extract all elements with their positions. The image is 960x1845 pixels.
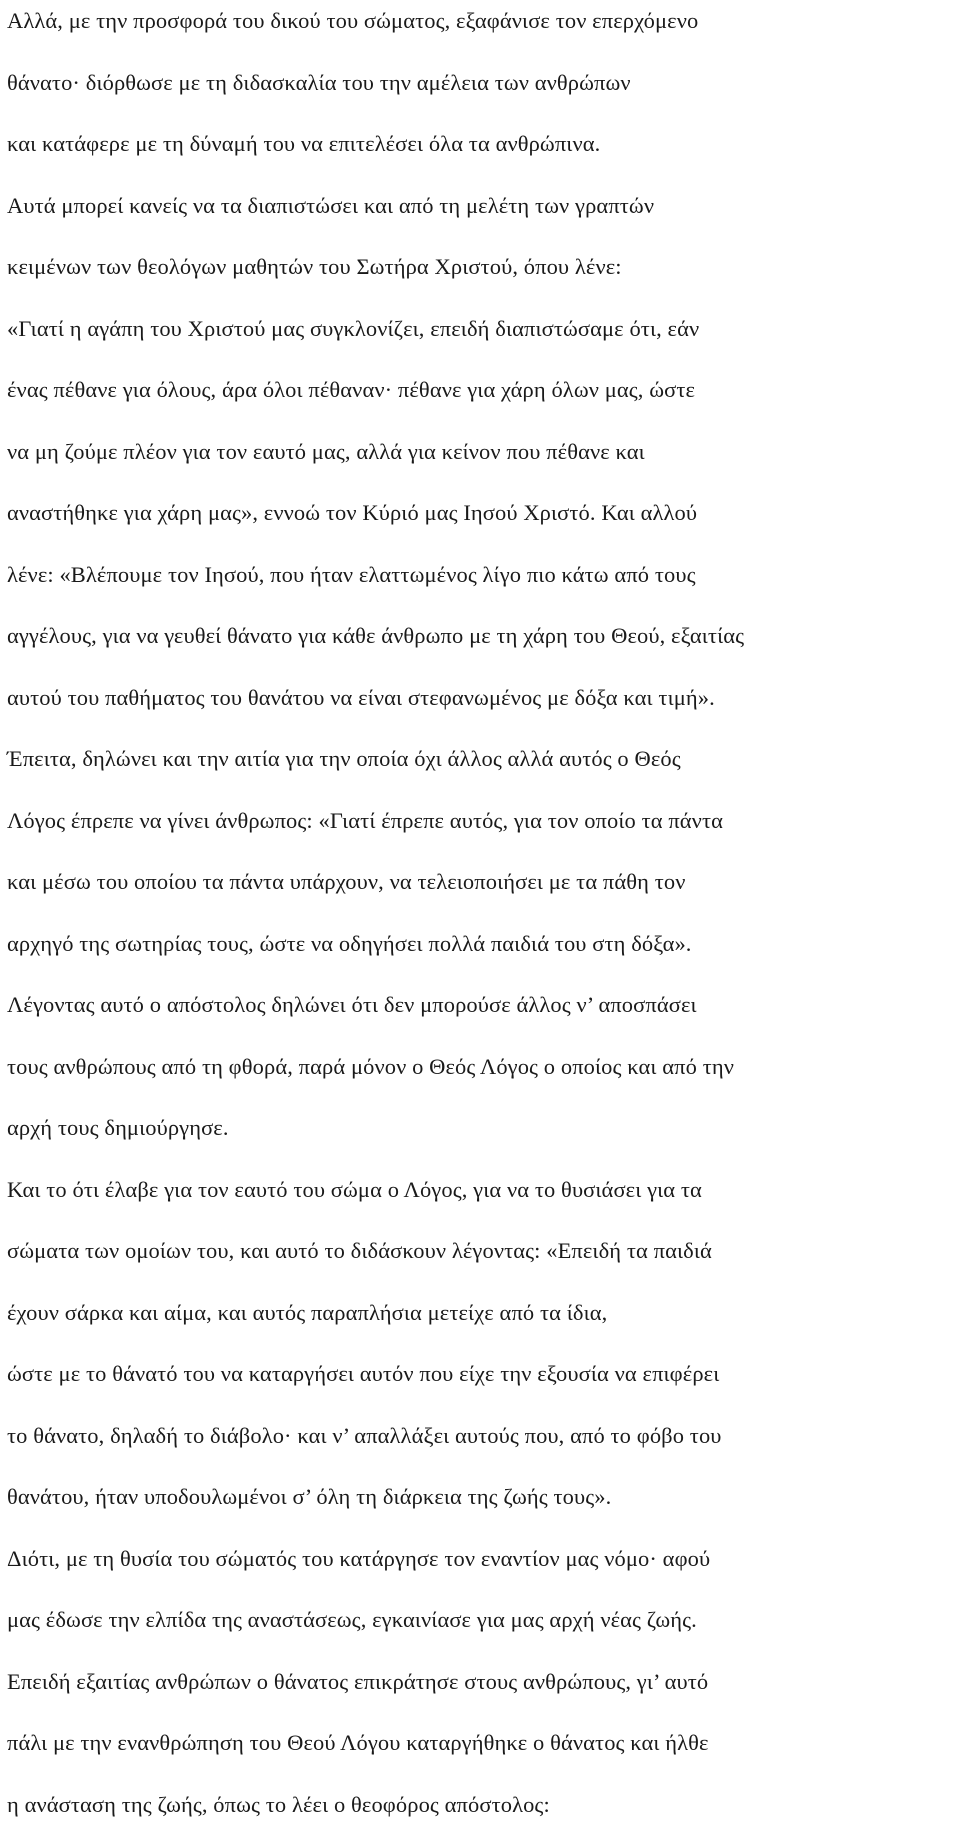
text-line: μας έδωσε την ελπίδα της αναστάσεως, εγκαινίασε για μας αρχή νέας ζωής. — [7, 1599, 957, 1661]
text-line: Και το ότι έλαβε για τον εαυτό του σώμα ο Λόγος, για να το θυσιάσει για τα — [7, 1169, 957, 1231]
text-line: Λόγος έπρεπε να γίνει άνθρωπος: «Γιατί έπρεπε αυτός, για τον οποίο τα πάντα — [7, 800, 957, 862]
text-line: θανάτου, ήταν υποδουλωμένοι σ’ όλη τη διάρκεια της ζωής τους». — [7, 1476, 957, 1538]
text-line: αυτού του παθήματος του θανάτου να είναι στεφανωμένος με δόξα και τιμή». — [7, 677, 957, 739]
text-line: η ανάσταση της ζωής, όπως το λέει ο θεοφόρος απόστολος: — [7, 1784, 957, 1845]
text-line: και κατάφερε με τη δύναμή του να επιτελέσει όλα τα ανθρώπινα. — [7, 123, 957, 185]
text-line: αρχή τους δημιούργησε. — [7, 1107, 957, 1169]
text-line: να μη ζούμε πλέον για τον εαυτό μας, αλλά για κείνον που πέθανε και — [7, 431, 957, 493]
text-line: έχουν σάρκα και αίμα, και αυτός παραπλήσια μετείχε από τα ίδια, — [7, 1292, 957, 1354]
text-line: τους ανθρώπους από τη φθορά, παρά μόνον ο Θεός Λόγος ο οποίος και από την — [7, 1046, 957, 1108]
text-line: Αλλά, με την προσφορά του δικού του σώματος, εξαφάνισε τον επερχόμενο — [7, 0, 957, 62]
text-line: Αυτά μπορεί κανείς να τα διαπιστώσει και από τη μελέτη των γραπτών — [7, 185, 957, 247]
text-line: ώστε με το θάνατό του να καταργήσει αυτόν που είχε την εξουσία να επιφέρει — [7, 1353, 957, 1415]
text-line: «Γιατί η αγάπη του Χριστού μας συγκλονίζει, επειδή διαπιστώσαμε ότι, εάν — [7, 308, 957, 370]
text-line: Έπειτα, δηλώνει και την αιτία για την οποία όχι άλλος αλλά αυτός ο Θεός — [7, 738, 957, 800]
text-line: αγγέλους, για να γευθεί θάνατο για κάθε άνθρωπο με τη χάρη του Θεού, εξαιτίας — [7, 615, 957, 677]
text-line: πάλι με την ενανθρώπηση του Θεού Λόγου καταργήθηκε ο θάνατος και ήλθε — [7, 1722, 957, 1784]
document-page — [7, 0, 957, 1845]
text-line: λένε: «Βλέπουμε τον Ιησού, που ήταν ελαττωμένος λίγο πιο κάτω από τους — [7, 554, 957, 616]
text-line: Διότι, με τη θυσία του σώματός του κατάργησε τον εναντίον μας νόμο· αφού — [7, 1538, 957, 1600]
text-line: ένας πέθανε για όλους, άρα όλοι πέθαναν· πέθανε για χάρη όλων μας, ώστε — [7, 369, 957, 431]
text-line: θάνατο· διόρθωσε με τη διδασκαλία του την αμέλεια των ανθρώπων — [7, 62, 957, 124]
text-line: Επειδή εξαιτίας ανθρώπων ο θάνατος επικράτησε στους ανθρώπους, γι’ αυτό — [7, 1661, 957, 1723]
text-line: κειμένων των θεολόγων μαθητών του Σωτήρα Χριστού, όπου λένε: — [7, 246, 957, 308]
text-line: και μέσω του οποίου τα πάντα υπάρχουν, να τελειοποιήσει με τα πάθη τον — [7, 861, 957, 923]
text-line: αρχηγό της σωτηρίας τους, ώστε να οδηγήσει πολλά παιδιά του στη δόξα». — [7, 923, 957, 985]
text-line: σώματα των ομοίων του, και αυτό το διδάσκουν λέγοντας: «Επειδή τα παιδιά — [7, 1230, 957, 1292]
text-line: αναστήθηκε για χάρη μας», εννοώ τον Κύριό μας Ιησού Χριστό. Και αλλού — [7, 492, 957, 554]
text-line: Λέγοντας αυτό ο απόστολος δηλώνει ότι δεν μπορούσε άλλος ν’ αποσπάσει — [7, 984, 957, 1046]
text-line: το θάνατο, δηλαδή το διάβολο· και ν’ απαλλάξει αυτούς που, από το φόβο του — [7, 1415, 957, 1477]
